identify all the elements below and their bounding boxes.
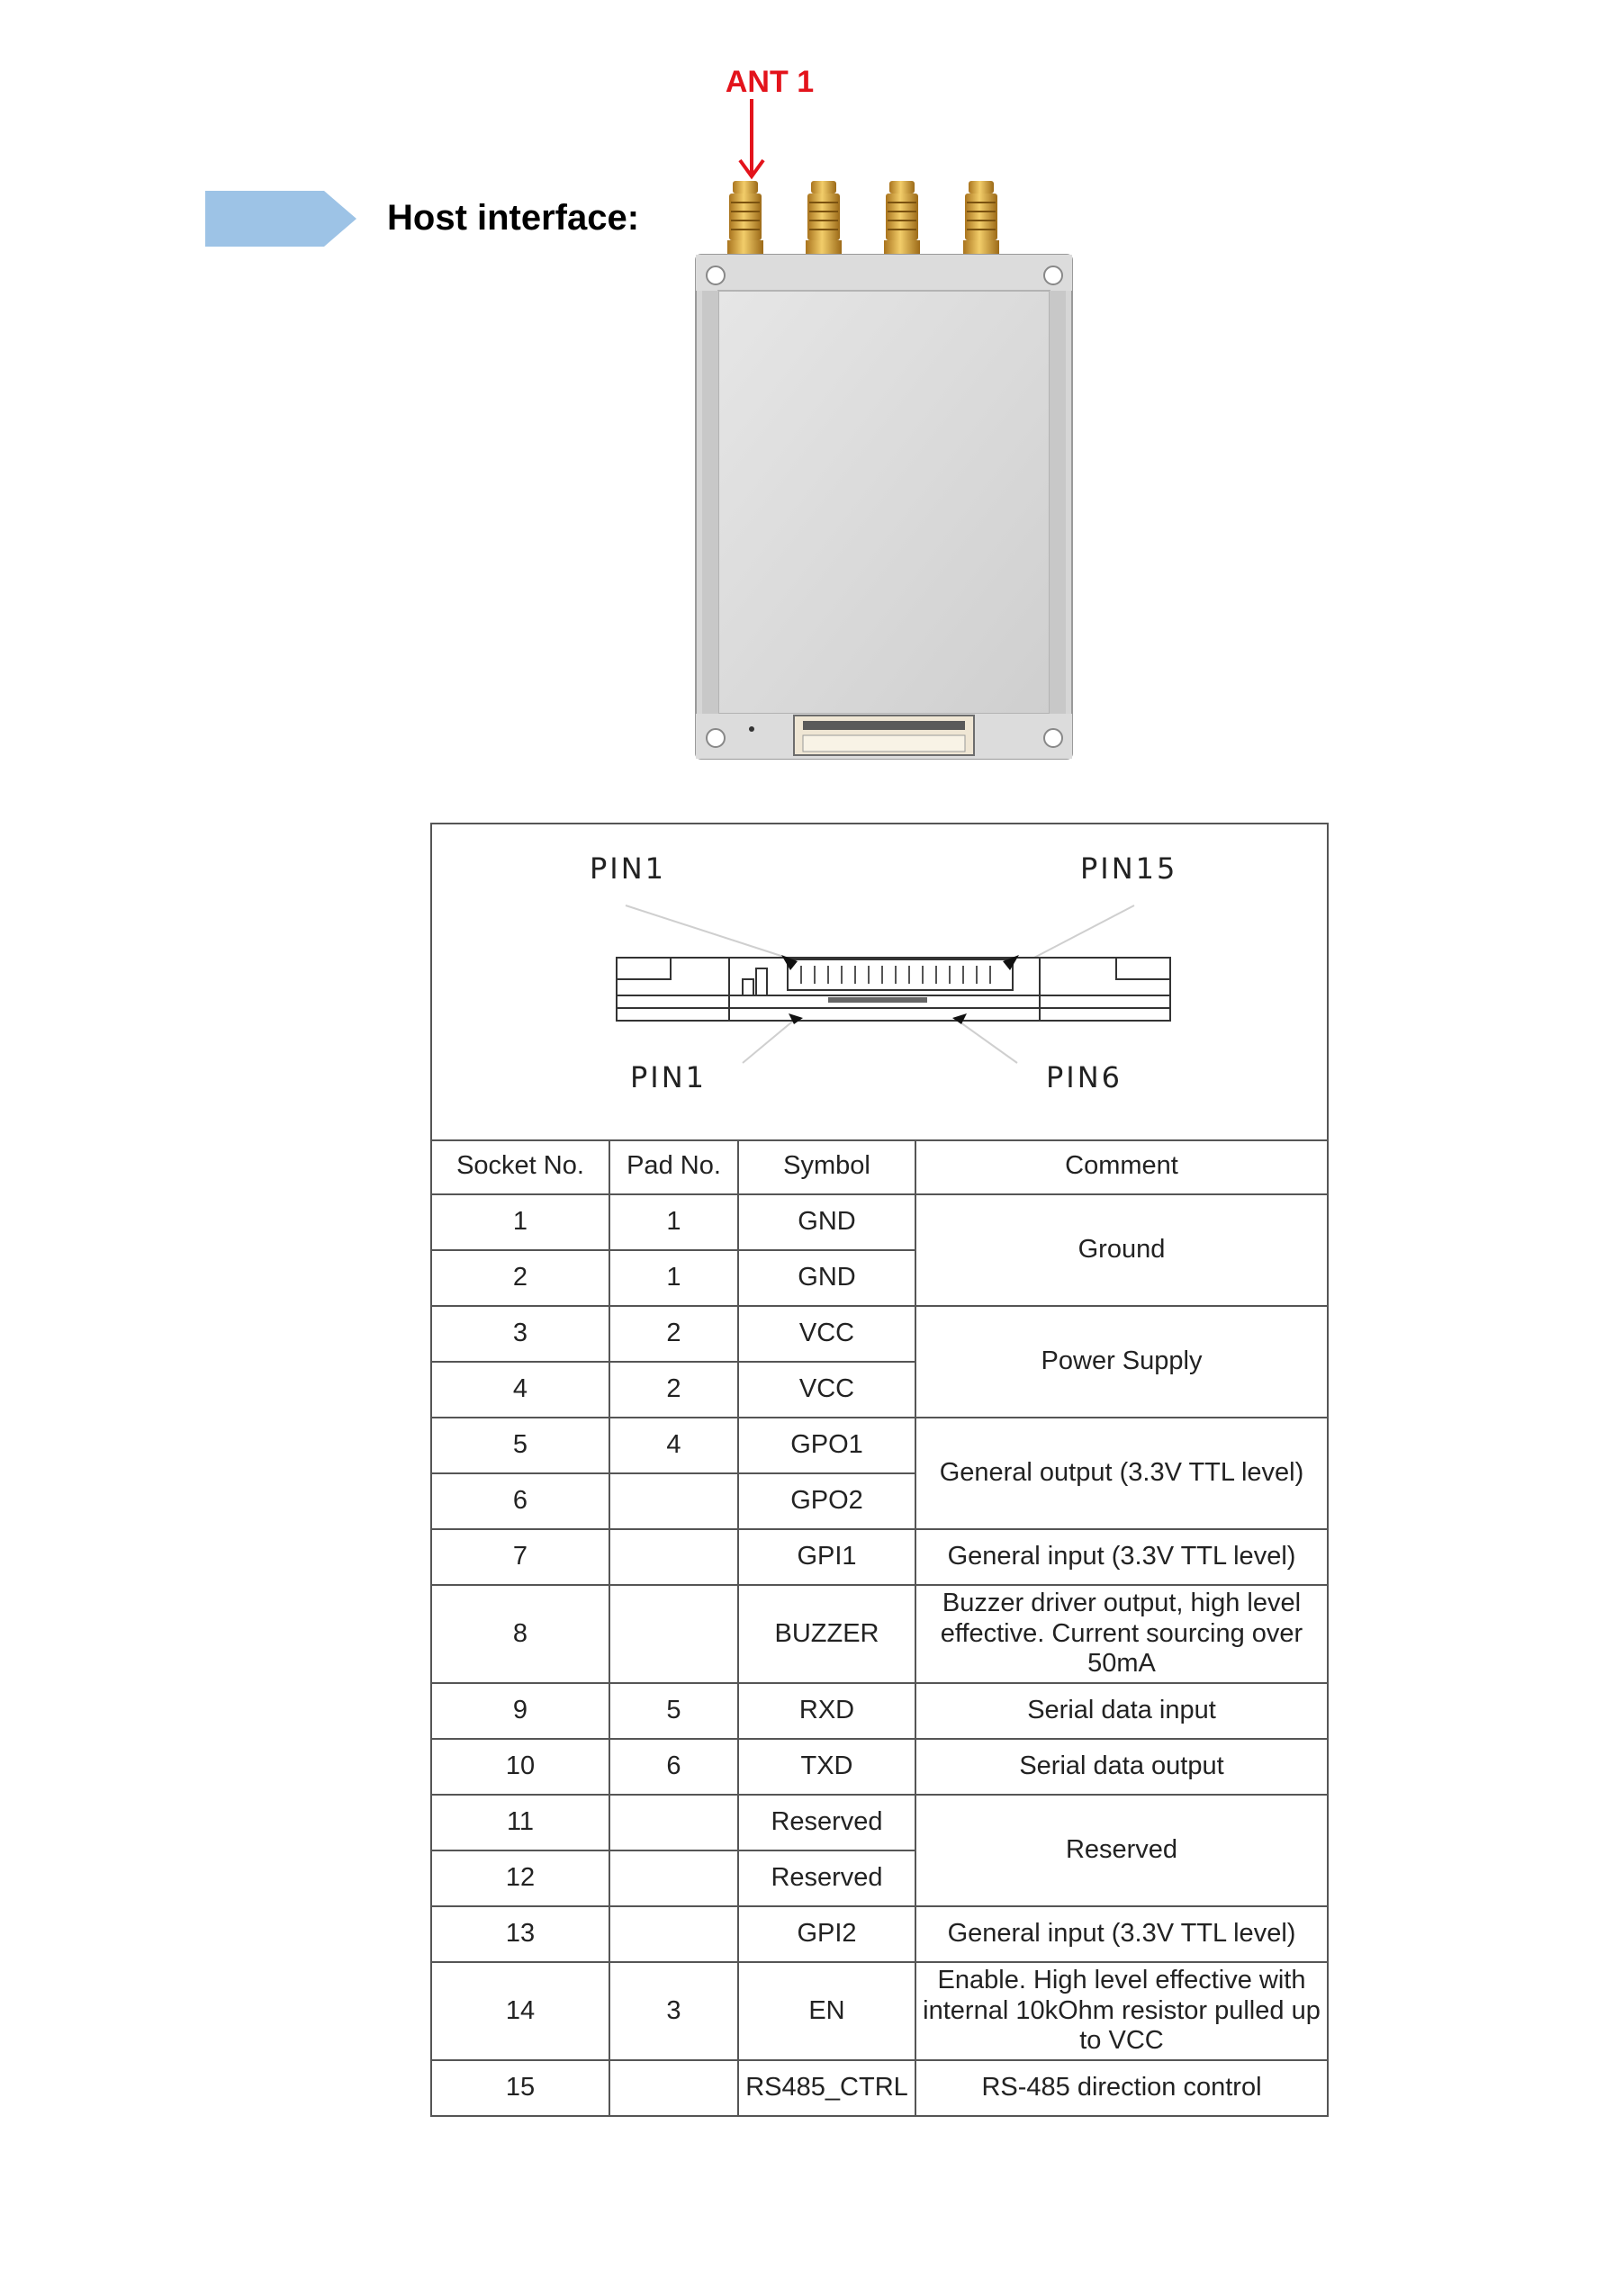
pinout-table-box bbox=[430, 823, 1329, 2117]
symbol-cell: GND bbox=[738, 1194, 915, 1250]
table-row bbox=[432, 1418, 1327, 1473]
symbol-cell: GPI2 bbox=[738, 1906, 915, 1962]
header-socket-no: Socket No. bbox=[432, 1139, 609, 1194]
pad-cell bbox=[609, 1795, 738, 1850]
pad-cell: 4 bbox=[609, 1418, 738, 1473]
socket-cell: 15 bbox=[432, 2060, 609, 2115]
symbol-cell: EN bbox=[738, 1962, 915, 2060]
socket-cell: 4 bbox=[432, 1362, 609, 1418]
table-row bbox=[432, 1962, 1327, 2060]
header-pad-no: Pad No. bbox=[609, 1139, 738, 1194]
pad-cell bbox=[609, 1473, 738, 1529]
antenna-label: ANT 1 bbox=[725, 65, 815, 99]
comment-cell: Serial data input bbox=[915, 1683, 1327, 1739]
socket-cell: 12 bbox=[432, 1850, 609, 1906]
connector-diagram bbox=[432, 824, 1327, 1141]
socket-cell: 8 bbox=[432, 1585, 609, 1683]
table-row bbox=[432, 1585, 1327, 1683]
socket-cell: 1 bbox=[432, 1194, 609, 1250]
socket-cell: 13 bbox=[432, 1906, 609, 1962]
socket-cell: 14 bbox=[432, 1962, 609, 2060]
table-header-row bbox=[432, 1139, 1327, 1194]
table-row bbox=[432, 1306, 1327, 1362]
socket-cell: 2 bbox=[432, 1250, 609, 1306]
pad-cell bbox=[609, 1906, 738, 1962]
comment-cell: General output (3.3V TTL level) bbox=[915, 1418, 1327, 1529]
socket-cell: 9 bbox=[432, 1683, 609, 1739]
pad-cell bbox=[609, 1585, 738, 1683]
symbol-cell: Reserved bbox=[738, 1795, 915, 1850]
socket-cell: 6 bbox=[432, 1473, 609, 1529]
comment-cell: Serial data output bbox=[915, 1739, 1327, 1795]
table-row bbox=[432, 1739, 1327, 1795]
table-row bbox=[432, 2060, 1327, 2115]
pad-cell bbox=[609, 1850, 738, 1906]
pad-cell bbox=[609, 2060, 738, 2115]
section-marker-icon bbox=[205, 189, 358, 248]
comment-cell: Power Supply bbox=[915, 1306, 1327, 1418]
comment-cell: General input (3.3V TTL level) bbox=[915, 1906, 1327, 1962]
symbol-cell: GND bbox=[738, 1250, 915, 1306]
pad-cell: 2 bbox=[609, 1362, 738, 1418]
comment-cell: Reserved bbox=[915, 1795, 1327, 1906]
header-comment: Comment bbox=[915, 1139, 1327, 1194]
table-row bbox=[432, 1906, 1327, 1962]
socket-cell: 11 bbox=[432, 1795, 609, 1850]
symbol-cell: GPO1 bbox=[738, 1418, 915, 1473]
symbol-cell: RXD bbox=[738, 1683, 915, 1739]
symbol-cell: GPI1 bbox=[738, 1529, 915, 1585]
pad-cell: 1 bbox=[609, 1250, 738, 1306]
table-row bbox=[432, 1795, 1327, 1850]
pad-cell: 3 bbox=[609, 1962, 738, 2060]
pin-assignment-table bbox=[432, 1139, 1327, 2115]
pad-cell: 2 bbox=[609, 1306, 738, 1362]
header-symbol: Symbol bbox=[738, 1139, 915, 1194]
sma-connectors bbox=[727, 181, 999, 258]
down-arrow-icon bbox=[736, 99, 767, 180]
pad-cell: 6 bbox=[609, 1739, 738, 1795]
pad-cell: 5 bbox=[609, 1683, 738, 1739]
socket-cell: 3 bbox=[432, 1306, 609, 1362]
pin-label-top-right: PIN15 bbox=[1080, 851, 1178, 886]
pin-label-top-left: PIN1 bbox=[590, 851, 667, 886]
connector-drawing bbox=[432, 824, 1327, 1139]
symbol-cell: TXD bbox=[738, 1739, 915, 1795]
symbol-cell: Reserved bbox=[738, 1850, 915, 1906]
comment-cell: Enable. High level effective with internal 10kOhm resistor pulled up to VCC bbox=[915, 1962, 1327, 2060]
symbol-cell: BUZZER bbox=[738, 1585, 915, 1683]
symbol-cell: VCC bbox=[738, 1306, 915, 1362]
table-row bbox=[432, 1529, 1327, 1585]
symbol-cell: VCC bbox=[738, 1362, 915, 1418]
pad-cell: 1 bbox=[609, 1194, 738, 1250]
pad-cell bbox=[609, 1529, 738, 1585]
symbol-cell: RS485_CTRL bbox=[738, 2060, 915, 2115]
pin-label-bottom-right: PIN6 bbox=[1046, 1060, 1123, 1094]
comment-cell: General input (3.3V TTL level) bbox=[915, 1529, 1327, 1585]
rfid-module-image bbox=[684, 176, 1080, 761]
comment-cell: Ground bbox=[915, 1194, 1327, 1306]
pin-label-bottom-left: PIN1 bbox=[630, 1060, 708, 1094]
comment-cell: Buzzer driver output, high level effective. Current sourcing over 50mA bbox=[915, 1585, 1327, 1683]
table-row bbox=[432, 1194, 1327, 1250]
section-title: Host interface: bbox=[387, 198, 640, 238]
table-row bbox=[432, 1683, 1327, 1739]
socket-cell: 10 bbox=[432, 1739, 609, 1795]
socket-cell: 7 bbox=[432, 1529, 609, 1585]
socket-cell: 5 bbox=[432, 1418, 609, 1473]
symbol-cell: GPO2 bbox=[738, 1473, 915, 1529]
comment-cell: RS-485 direction control bbox=[915, 2060, 1327, 2115]
